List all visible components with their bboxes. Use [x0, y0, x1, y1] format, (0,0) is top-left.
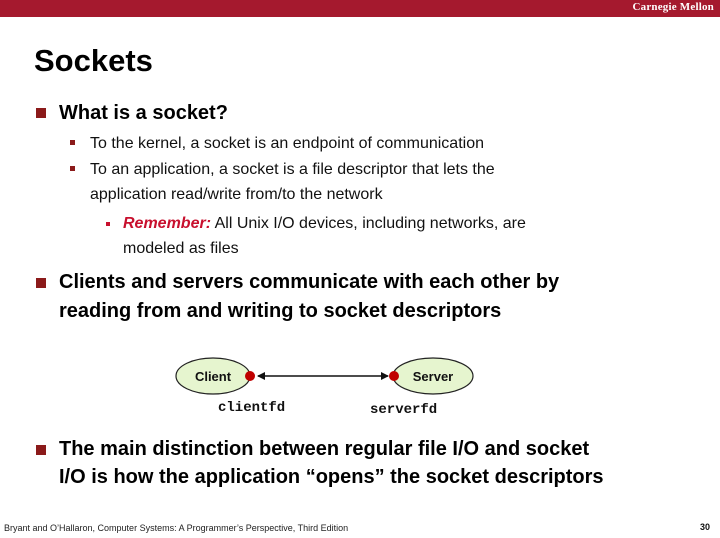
remember-label: Remember:	[123, 215, 212, 232]
brand-label: Carnegie Mellon	[632, 1, 714, 13]
remember-text: All Unix I/O devices, including networks, are	[211, 215, 526, 232]
sub-bullet-kernel: To the kernel, a socket is an endpoint of communication	[90, 135, 484, 152]
bullet-square-icon	[36, 108, 46, 118]
slide-title: Sockets	[34, 43, 153, 78]
footer-citation: Bryant and O’Hallaron, Computer Systems: A Programmer’s Perspective, Third Edition	[4, 523, 349, 533]
serverfd-label: serverfd	[370, 402, 438, 418]
bullet-main-distinction-line2: I/O is how the application “opens” the socket descriptors	[59, 466, 604, 488]
bullet-main-distinction-line1: The main distinction between regular file I/O and socket	[59, 438, 590, 460]
bullet-square-icon	[36, 278, 46, 288]
sub-sub-bullet-icon	[106, 222, 110, 226]
page-number: 30	[699, 522, 710, 532]
clientfd-dot	[245, 371, 255, 381]
arrowhead-right-icon	[381, 372, 389, 380]
clientfd-label: clientfd	[218, 400, 286, 416]
bullet-clients-servers-line2: reading from and writing to socket descriptors	[59, 300, 502, 322]
client-label: Client	[194, 369, 232, 384]
serverfd-dot	[389, 371, 399, 381]
server-label: Server	[412, 369, 454, 384]
sub-bullet-application-line2: application read/write from/to the network	[90, 186, 383, 203]
bullet-clients-servers-line1: Clients and servers communicate with each other by	[59, 271, 560, 293]
arrowhead-left-icon	[257, 372, 265, 380]
remember-line1	[123, 212, 526, 236]
bullet-square-icon	[36, 445, 46, 455]
bullet-what-is-socket: What is a socket?	[59, 102, 228, 124]
sub-bullet-icon	[70, 140, 75, 145]
sub-bullet-application-line1: To an application, a socket is a file descriptor that lets the	[90, 161, 495, 178]
sub-bullet-icon	[70, 166, 75, 171]
header-bar	[0, 0, 720, 17]
remember-line2: modeled as files	[123, 240, 239, 257]
